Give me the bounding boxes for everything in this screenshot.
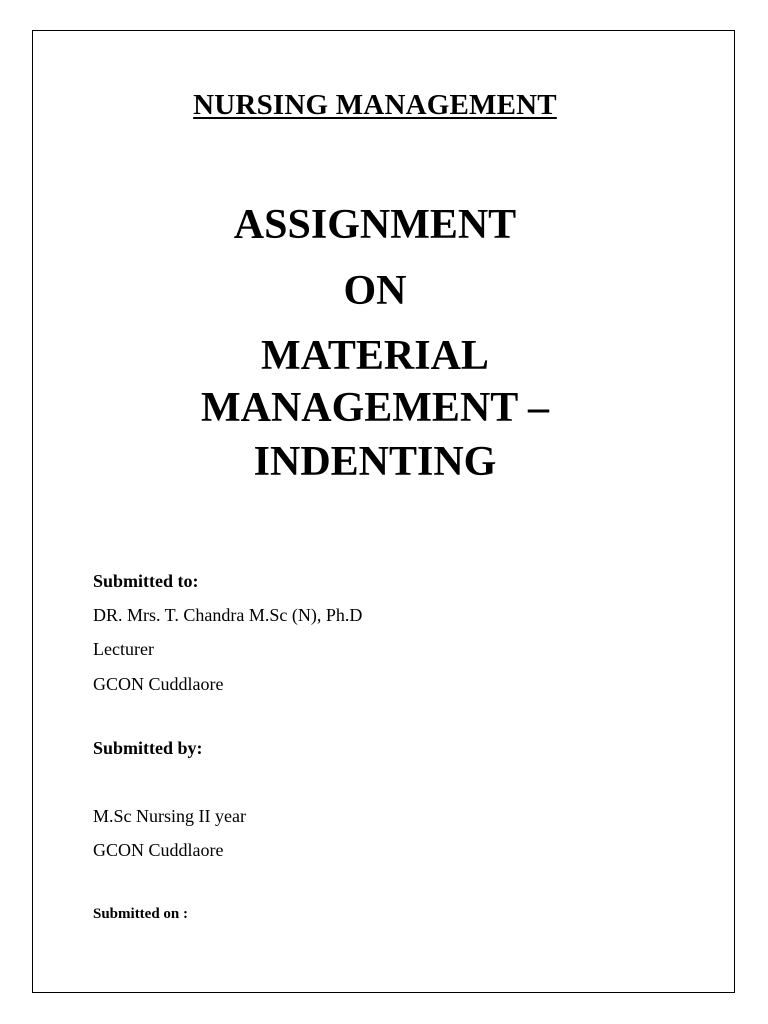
submitted-to-label: Submitted to:: [93, 571, 199, 591]
submitted-by-program: M.Sc Nursing II year: [93, 806, 246, 826]
assignment-title-line-2: ON: [343, 268, 407, 314]
course-title: NURSING MANAGEMENT: [193, 89, 557, 121]
submitted-on-label: Submitted on :: [93, 906, 189, 922]
assignment-title-line-5: INDENTING: [253, 439, 497, 485]
submitted-by-label: Submitted by:: [93, 738, 203, 758]
submitted-to-institution: GCON Cuddlaore: [93, 674, 224, 694]
assignment-title-line-4: MANAGEMENT –: [200, 385, 550, 431]
assignment-title-line-3: MATERIAL: [261, 333, 489, 379]
submitted-to-designation: Lecturer: [93, 639, 154, 659]
submitted-by-institution: GCON Cuddlaore: [93, 840, 224, 860]
submitted-to-name: DR. Mrs. T. Chandra M.Sc (N), Ph.D: [93, 605, 363, 625]
assignment-title-line-1: ASSIGNMENT: [233, 202, 517, 248]
